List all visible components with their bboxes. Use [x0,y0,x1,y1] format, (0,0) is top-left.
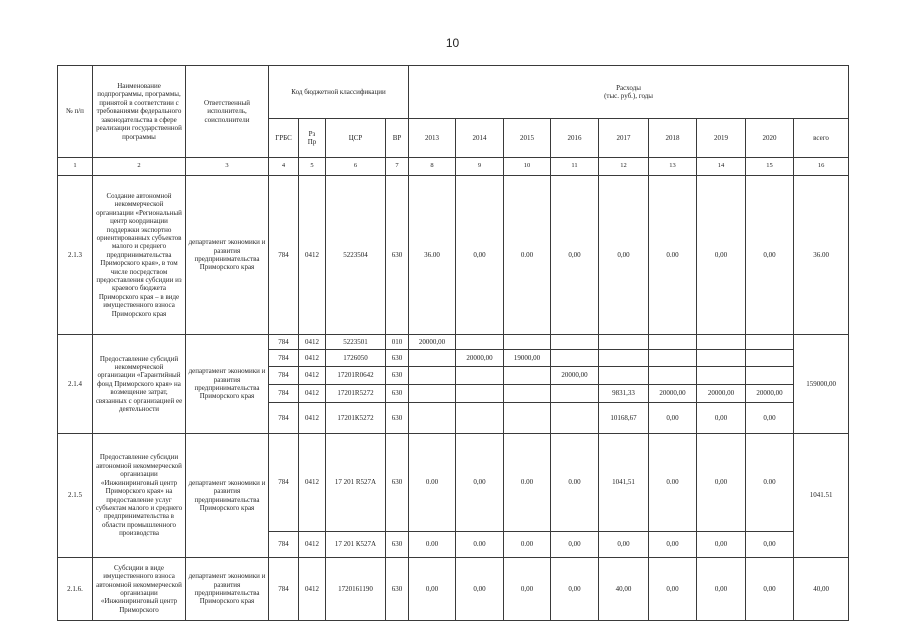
header-expenses-title: Расходы [616,83,641,92]
cell-2017: 0,00 [599,176,649,335]
cell-csr: 17201R0642 [326,367,386,385]
cell-2014: 20000,00 [456,350,504,367]
cell-csr: 1720161190 [326,558,386,621]
cell-2014: 0,00 [456,558,504,621]
cell-rz-pr: 0412 [299,176,326,335]
cell-2019: 0,00 [697,532,746,558]
cell-2020: 0,00 [746,532,794,558]
cell-vr: 010 [386,335,409,350]
cell-2016: 0,00 [551,176,599,335]
cell-2014 [456,385,504,403]
cell-2013 [409,350,456,367]
header-year-2020: 2020 [746,119,794,158]
cell-vr: 630 [386,558,409,621]
column-number: 16 [794,158,849,176]
cell-2014 [456,335,504,350]
cell-2020: 0.00 [746,434,794,532]
page-number: 10 [445,36,460,50]
cell-vr: 630 [386,176,409,335]
cell-2014 [456,367,504,385]
cell-2015 [504,335,551,350]
cell-2020 [746,335,794,350]
cell-2015: 0,00 [504,558,551,621]
cell-rz-pr: 0412 [299,367,326,385]
cell-2017: 9831,33 [599,385,649,403]
cell-grbs: 784 [269,434,299,532]
cell-total: 40,00 [794,558,849,621]
cell-2018 [649,367,697,385]
cell-2019: 20000,00 [697,385,746,403]
cell-2015: 0.00 [504,434,551,532]
cell-csr: 17 201 К527А [326,532,386,558]
column-number: 8 [409,158,456,176]
row-name: Создание автономной некоммерческой организации «Региональный центр координации поддержки экспортно ориентированных субъектов малого и среднего предпринимательства Приморского края», в том числе посредством предоставления субсидии из краевого бюджета Приморского края – в виде имущественного взноса Приморского края [93,176,186,335]
cell-grbs: 784 [269,176,299,335]
row-number: 2.1.4 [58,335,93,434]
cell-vr: 630 [386,367,409,385]
cell-total: 159000,00 [794,335,849,434]
cell-2015: 0.00 [504,176,551,335]
cell-2013: 20000,00 [409,335,456,350]
cell-csr: 5223501 [326,335,386,350]
cell-grbs: 784 [269,367,299,385]
column-number: 1 [58,158,93,176]
header-csr: ЦСР [326,119,386,158]
cell-2017: 0,00 [599,532,649,558]
header-rz-pr [299,119,326,158]
cell-2015: 19000,00 [504,350,551,367]
cell-2018: 20000,00 [649,385,697,403]
cell-2013: 0,00 [409,558,456,621]
cell-2016 [551,385,599,403]
column-number: 13 [649,158,697,176]
cell-2014: 0,00 [456,176,504,335]
column-numbers-row [58,158,849,176]
cell-2020: 20000,00 [746,385,794,403]
cell-grbs: 784 [269,403,299,434]
cell-2019 [697,367,746,385]
cell-2013: 0.00 [409,434,456,532]
header-year-2016: 2016 [551,119,599,158]
cell-2018 [649,350,697,367]
column-number: 14 [697,158,746,176]
cell-2014: 0,00 [456,434,504,532]
column-number: 4 [269,158,299,176]
cell-2020: 0,00 [746,403,794,434]
header-year-2018: 2018 [649,119,697,158]
cell-2013: 0.00 [409,532,456,558]
cell-2016: 0.00 [551,434,599,532]
header-expenses-unit: (тыс. руб.), годы [604,92,654,100]
header-name: Наименование подпрограммы, программы, принятой в соответствии с требованиями федерального законодательства в сфере реализации государственной программы [93,66,186,158]
header-year-2013: 2013 [409,119,456,158]
cell-2017: 10168,67 [599,403,649,434]
cell-2016: 0,00 [551,558,599,621]
column-number: 2 [93,158,186,176]
table-row [58,335,849,350]
header-executor: Ответственный исполнитель, соисполнители [186,66,269,158]
header-year-2019: 2019 [697,119,746,158]
cell-total: 1041.51 [794,434,849,558]
cell-vr: 630 [386,434,409,532]
cell-2017 [599,350,649,367]
cell-2018: 0,00 [649,403,697,434]
cell-2019: 0,00 [697,558,746,621]
cell-csr: 5223504 [326,176,386,335]
cell-vr: 630 [386,532,409,558]
cell-2013 [409,403,456,434]
cell-grbs: 784 [269,385,299,403]
cell-2013 [409,367,456,385]
budget-table [57,65,849,621]
cell-2020: 0,00 [746,558,794,621]
cell-rz-pr: 0412 [299,558,326,621]
column-number: 11 [551,158,599,176]
cell-total: 36.00 [794,176,849,335]
row-name: Субсидии в виде имущественного взноса автономной некоммерческой организации «Инжиниринговый центр Приморского [93,558,186,621]
row-executor: департамент экономики и развития предпринимательства Приморского края [186,335,269,434]
row-executor: департамент экономики и развития предпринимательства Приморского края [186,434,269,558]
header-year-2017: 2017 [599,119,649,158]
cell-vr: 630 [386,403,409,434]
cell-grbs: 784 [269,335,299,350]
cell-2018: 0.00 [649,434,697,532]
row-executor: департамент экономики и развития предпринимательства Приморского края [186,176,269,335]
cell-2019: 0,00 [697,176,746,335]
cell-2020: 0,00 [746,176,794,335]
cell-2015 [504,385,551,403]
header-row-1 [58,66,849,119]
cell-2019: 0,00 [697,403,746,434]
table-row [58,176,849,335]
cell-2019 [697,335,746,350]
cell-csr: 17201R5272 [326,385,386,403]
cell-grbs: 784 [269,558,299,621]
cell-2020 [746,367,794,385]
column-number: 3 [186,158,269,176]
row-name: Предоставление субсидий некоммерческой организации «Гарантийный фонд Приморского края» на возмещение затрат, связанных с организацией ее деятельности [93,335,186,434]
cell-vr: 630 [386,385,409,403]
cell-2017 [599,367,649,385]
cell-2016: 20000,00 [551,367,599,385]
column-number: 10 [504,158,551,176]
cell-2017: 1041,51 [599,434,649,532]
header-budget-code: Код бюджетной классификации [269,66,409,119]
header-year-2014: 2014 [456,119,504,158]
cell-csr: 17 201 R527A [326,434,386,532]
row-number: 2.1.5 [58,434,93,558]
header-grbs: ГРБС [269,119,299,158]
cell-rz-pr: 0412 [299,434,326,532]
cell-rz-pr: 0412 [299,350,326,367]
cell-2017: 40,00 [599,558,649,621]
cell-2013 [409,385,456,403]
cell-2017 [599,335,649,350]
row-number: 2.1.6. [58,558,93,621]
cell-2018: 0,00 [649,558,697,621]
cell-2018: 0,00 [649,532,697,558]
cell-2013: 36.00 [409,176,456,335]
header-total: всего [794,119,849,158]
cell-rz-pr: 0412 [299,403,326,434]
cell-2019 [697,350,746,367]
cell-2016 [551,403,599,434]
cell-grbs: 784 [269,350,299,367]
cell-2018 [649,335,697,350]
cell-2014: 0.00 [456,532,504,558]
column-number: 9 [456,158,504,176]
cell-2015 [504,367,551,385]
table-row [58,434,849,532]
column-number: 6 [326,158,386,176]
cell-rz-pr: 0412 [299,385,326,403]
row-name: Предоставление субсидии автономной некоммерческой организации «Инжиниринговый центр Приморского края» на предоставление услуг субъектам малого и среднего предпринимательства в области промышленного производства [93,434,186,558]
column-number: 5 [299,158,326,176]
column-number: 15 [746,158,794,176]
cell-2020 [746,350,794,367]
table-row [58,558,849,621]
cell-2019: 0,00 [697,434,746,532]
column-number: 12 [599,158,649,176]
cell-2016 [551,335,599,350]
cell-grbs: 784 [269,532,299,558]
cell-2018: 0.00 [649,176,697,335]
header-expenses [409,66,849,119]
header-vr: ВР [386,119,409,158]
cell-2016 [551,350,599,367]
header-year-2015: 2015 [504,119,551,158]
cell-csr: 1726050 [326,350,386,367]
row-number: 2.1.3 [58,176,93,335]
cell-vr: 630 [386,350,409,367]
cell-2015: 0.00 [504,532,551,558]
cell-rz-pr: 0412 [299,532,326,558]
cell-2016: 0,00 [551,532,599,558]
cell-csr: 17201К5272 [326,403,386,434]
cell-2014 [456,403,504,434]
column-number: 7 [386,158,409,176]
cell-rz-pr: 0412 [299,335,326,350]
cell-2015 [504,403,551,434]
header-number: № п/п [58,66,93,158]
row-executor: департамент экономики и развития предпринимательства Приморского края [186,558,269,621]
header-rz-pr-label: Рз Пр [307,129,317,146]
